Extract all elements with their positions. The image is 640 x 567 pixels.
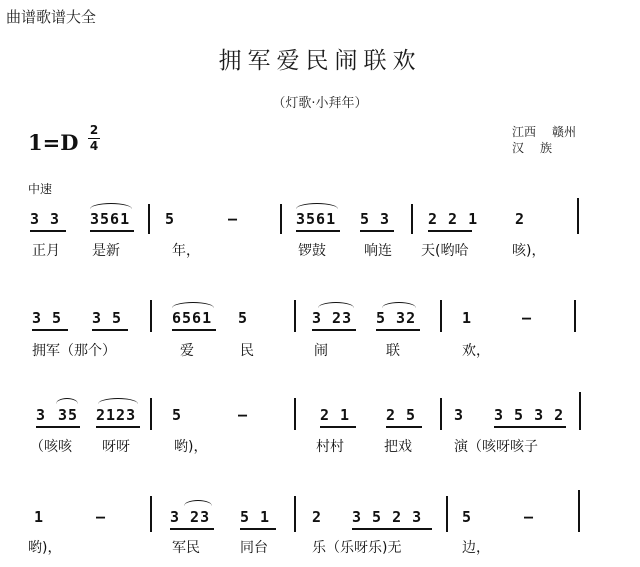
note-group: 2123 — [96, 406, 137, 424]
note-group: 2 1 — [320, 406, 351, 424]
bar-line — [579, 392, 581, 430]
key-signature: 1=D — [28, 130, 79, 155]
underline — [360, 230, 394, 232]
origin-place2: 赣州 — [552, 125, 577, 139]
site-name: 曲谱歌谱大全 — [6, 8, 97, 26]
lyric: 咳)， — [512, 243, 546, 259]
underline — [90, 230, 134, 232]
origin-people1: 汉 — [512, 141, 525, 155]
note-group: 3561 — [90, 210, 131, 228]
bar-line — [440, 398, 442, 430]
tempo-marking: 中速 — [28, 182, 53, 196]
lyric: 响连 — [364, 243, 392, 259]
bar-line — [411, 204, 413, 234]
note-group: 3 5 — [32, 309, 63, 327]
song-subtitle: （灯歌·小拜年） — [272, 96, 368, 111]
lyric: 同台 — [240, 540, 268, 556]
bar-line — [294, 398, 296, 430]
bar-line — [294, 300, 296, 332]
lyric: 拥军（那个） — [32, 343, 116, 359]
lyric: 军民 — [172, 540, 200, 556]
note-group: 3 23 — [312, 309, 353, 327]
lyric: 锣鼓 — [298, 243, 326, 259]
lyric: 年， — [172, 243, 200, 259]
note-group: 5 — [238, 309, 249, 327]
note-group: 3 — [454, 406, 465, 424]
underline — [170, 528, 214, 530]
note-group: 2 — [515, 210, 526, 228]
underline — [36, 426, 80, 428]
note-group: 3 5 — [92, 309, 123, 327]
underline — [296, 230, 340, 232]
underline — [92, 329, 128, 331]
origin-place1: 江西 — [512, 125, 537, 139]
note-group: – — [96, 508, 107, 526]
note-group: 5 32 — [376, 309, 417, 327]
underline — [312, 329, 356, 331]
underline — [376, 329, 420, 331]
lyric: 联 — [386, 343, 400, 359]
slur — [172, 302, 214, 308]
note-group: 3 23 — [170, 508, 211, 526]
note-group: 3561 — [296, 210, 337, 228]
bar-line — [148, 204, 150, 234]
underline — [320, 426, 356, 428]
lyric: 欢， — [462, 343, 490, 359]
note-group: 2 5 — [386, 406, 417, 424]
slur — [184, 500, 212, 506]
origin-block — [512, 124, 576, 156]
underline — [386, 426, 422, 428]
note-group: 1 — [34, 508, 45, 526]
note-group: 2 2 1 — [428, 210, 479, 228]
underline — [240, 528, 276, 530]
bar-line — [578, 490, 580, 532]
song-title: 拥军爱民闹联欢 — [218, 48, 422, 74]
lyric: 把戏 — [384, 439, 412, 455]
bar-line — [150, 496, 152, 532]
time-signature-bottom: 4 — [89, 139, 99, 153]
note-group: – — [228, 210, 239, 228]
lyric: 爱 — [180, 343, 194, 359]
slur — [382, 302, 416, 308]
note-group: 5 1 — [240, 508, 271, 526]
lyric: 天(哟哈 — [421, 243, 469, 259]
underline — [96, 426, 140, 428]
lyric: 呀呀 — [102, 439, 130, 455]
bar-line — [280, 204, 282, 234]
underline — [30, 230, 66, 232]
underline — [494, 426, 566, 428]
lyric: 民 — [240, 343, 254, 359]
note-group: 5 — [462, 508, 473, 526]
lyric: 闹 — [314, 343, 328, 359]
slur — [90, 203, 132, 209]
lyric: 演（咳呀咳子 — [454, 439, 538, 455]
note-group: 3 5 2 3 — [352, 508, 423, 526]
lyric: 哟)， — [28, 540, 62, 556]
bar-line — [440, 300, 442, 332]
bar-line — [577, 198, 579, 234]
slur — [318, 302, 354, 308]
underline — [172, 329, 216, 331]
slur — [56, 398, 78, 404]
underline — [428, 230, 472, 232]
note-group: – — [522, 309, 533, 327]
lyric: 乐（乐呀乐)无 — [312, 540, 402, 556]
note-group: 1 — [462, 309, 473, 327]
underline — [352, 528, 432, 530]
lyric: 边， — [462, 540, 490, 556]
time-signature-top: 2 — [89, 123, 99, 137]
note-group: 5 — [172, 406, 183, 424]
bar-line — [150, 300, 152, 332]
note-group: 35 — [58, 406, 79, 424]
lyric: 正月 — [32, 243, 60, 259]
lyric: 哟)， — [174, 439, 208, 455]
slur — [98, 398, 138, 404]
note-group: 5 — [165, 210, 176, 228]
note-group: – — [524, 508, 535, 526]
bar-line — [574, 300, 576, 332]
lyric: 是新 — [92, 243, 120, 259]
slur — [296, 203, 338, 209]
bar-line — [294, 496, 296, 532]
note-group: – — [238, 406, 249, 424]
bar-line — [446, 496, 448, 532]
note-group: 2 — [312, 508, 323, 526]
lyric: （咳咳 — [30, 439, 72, 455]
lyric: 村村 — [316, 439, 344, 455]
note-group: 3 — [36, 406, 47, 424]
note-group: 6561 — [172, 309, 213, 327]
note-group: 3 5 3 2 — [494, 406, 565, 424]
origin-people2: 族 — [540, 141, 553, 155]
time-signature — [88, 124, 100, 153]
note-group: 3 3 — [30, 210, 61, 228]
bar-line — [150, 398, 152, 430]
note-group: 5 3 — [360, 210, 391, 228]
underline — [32, 329, 68, 331]
